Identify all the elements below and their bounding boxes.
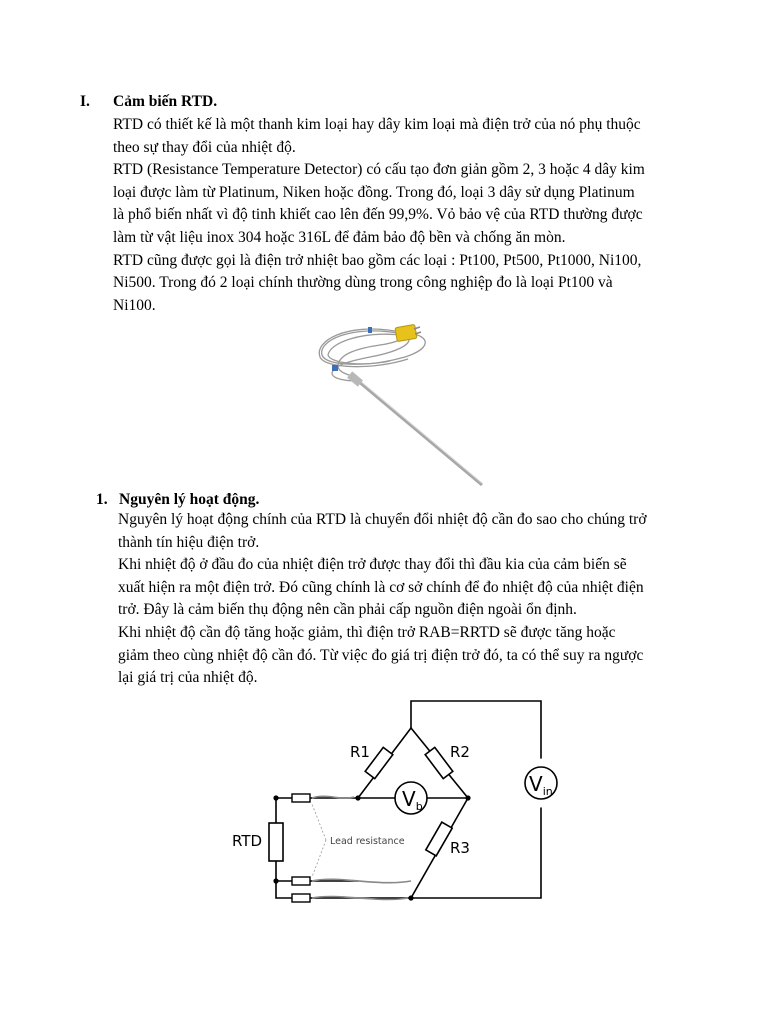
section-title: Cảm biến RTD. [113, 93, 218, 110]
text-line: làm từ vật liệu inox 304 hoặc 316L để đảm bảo độ bền và chống ăn mòn. [113, 228, 566, 246]
text-line: RTD (Resistance Temperature Detector) có cấu tạo đơn giản gồm 2, 3 hoặc 4 dây kim [113, 161, 645, 179]
section-body [113, 114, 688, 317]
rtd-resistor [269, 823, 283, 861]
section-number: I. [80, 93, 90, 110]
r2-label: R2 [450, 743, 470, 761]
vin-label: $V_{in}$ [529, 772, 553, 798]
subsection-body [118, 509, 688, 690]
text-line: trở. Đây là cảm biến thụ động nên cần phải cấp nguồn điện ngoài ổn định. [118, 601, 577, 619]
lead-resistor [292, 877, 310, 885]
text-line: lại giá trị của nhiệt độ. [118, 669, 258, 687]
text-line: Ni100. [113, 296, 156, 314]
rtd-probe-image [310, 315, 490, 490]
section-heading [80, 91, 217, 114]
wheatstone-bridge-diagram [228, 693, 568, 918]
r1-label: R1 [350, 743, 370, 761]
text-line: RTD có thiết kế là một thanh kim loại hay dây kim loại mà điện trở của nó phụ thuộc [113, 116, 641, 133]
r3-resistor [426, 822, 452, 856]
text-line: là phổ biến nhất vì độ tinh khiết cao lên đến 99,9%. Vỏ bảo vệ của RTD thường được [113, 206, 643, 224]
text-line: thành tín hiệu điện trở. [118, 533, 260, 551]
rtd-label: RTD [232, 832, 263, 850]
lead-resistance-label: Lead resistance [330, 836, 405, 847]
text-line: giảm theo cùng nhiệt độ cần đó. Từ việc đo giá trị điện trở đó, ta có thể suy ra ngược [118, 646, 644, 664]
text-line: RTD cũng được gọi là điện trở nhiệt bao gồm các loại : Pt100, Pt500, Pt1000, Ni100, [113, 251, 642, 269]
text-line: Ni500. Trong đó 2 loại chính thường dùng trong công nghiệp đo là loại Pt100 và [113, 274, 613, 292]
text-line: Nguyên lý hoạt động chính của RTD là chuyển đổi nhiệt độ cần đo sao cho chúng trở [118, 511, 647, 528]
subsection-title: Nguyên lý hoạt động. [119, 491, 260, 508]
subsection-number: 1. [96, 491, 108, 508]
text-line: xuất hiện ra một điện trở. Đó cũng chính là cơ sở chính để đo nhiệt độ của nhiệt điện [118, 578, 644, 596]
text-line: theo sự thay đổi của nhiệt độ. [113, 138, 296, 156]
text-line: Khi nhiệt độ ở đầu đo của nhiệt điện trở được thay đổi thì đầu kia của cảm biến sẽ [118, 556, 627, 574]
r2-resistor [425, 747, 453, 778]
lead-resistor [292, 794, 310, 802]
r3-label: R3 [450, 839, 470, 857]
vb-label: $V_b$ [402, 787, 423, 813]
text-line: Khi nhiệt độ cần độ tăng hoặc giảm, thì điện trở RAB=RRTD sẽ được tăng hoặc [118, 623, 616, 641]
lead-resistor [292, 894, 310, 902]
text-line: loại được làm từ Platinum, Niken hoặc đồng. Trong đó, loại 3 dây sử dụng Platinum [113, 183, 635, 201]
